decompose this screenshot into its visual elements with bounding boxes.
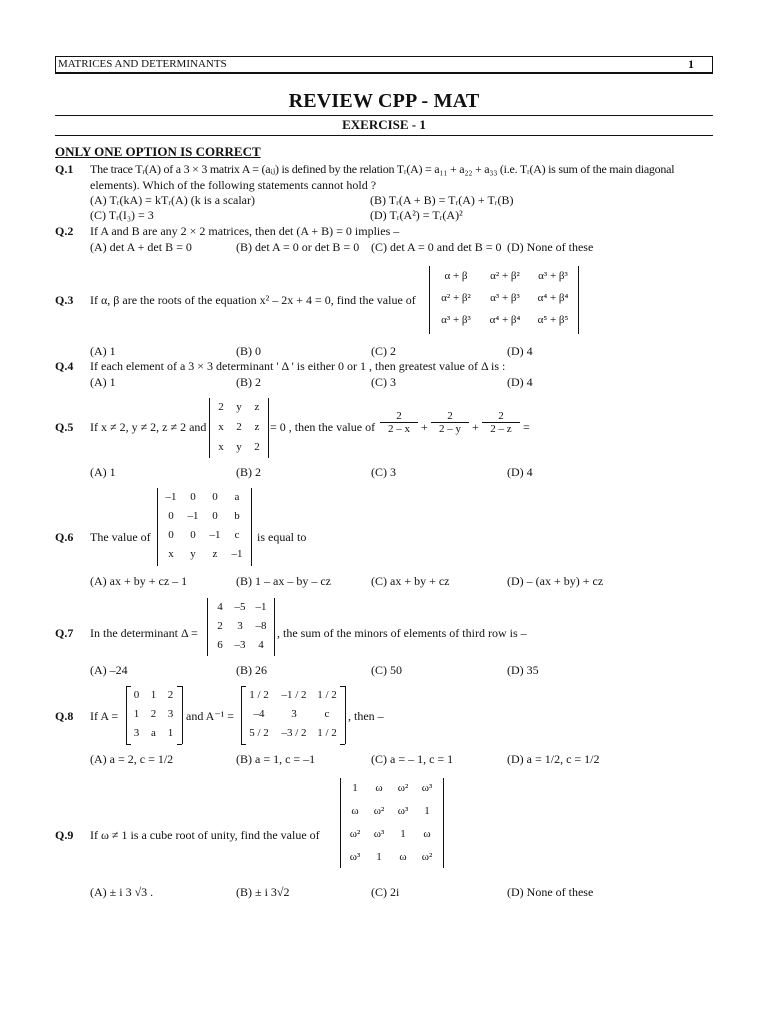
question-text: , then – [348,709,384,723]
det-cell: 0 [190,491,196,503]
det-cell: α² + β² [490,270,520,282]
det-cell: α + β [444,270,468,282]
question-number: Q.3 [55,293,74,307]
option-d: (D) None of these [507,240,594,254]
det-cell: ω³ [349,851,361,863]
matrix-cell: 1 [133,708,140,720]
option-a: (A) det A + det B = 0 [90,240,192,254]
det-cell: 1 [424,805,430,817]
page-title: REVIEW CPP - MAT [288,90,480,112]
option-b: (B) Tᵣ(A + B) = Tᵣ(A) + Tᵣ(B) [370,193,514,207]
det-cell: 0 [212,491,218,503]
det-cell: –8 [255,620,267,632]
option-c: (C) 3 [371,465,396,479]
question-text: If each element of a 3 × 3 determinant ' Δ ' is either 0 or 1 , then greatest value of Δ is : [90,359,506,373]
question-number: Q.7 [55,626,74,640]
title-rule [55,115,713,116]
matrix-cell: 1 / 2 [317,727,337,739]
option-a: (A) ax + by + cz – 1 [90,574,188,588]
det-cell: 1 [376,851,382,863]
bracket-corner [177,744,182,745]
det-cell: ω³ [373,828,385,840]
option-c: (C) a = – 1, c = 1 [371,752,454,766]
det-cell: α³ + β³ [490,292,520,304]
fraction-denominator: 2 – z [490,423,512,435]
det-cell: ω² [373,805,385,817]
fraction [482,410,520,435]
det-cell: ω² [421,851,433,863]
option-d: (D) 4 [507,375,533,389]
bracket-corner [241,686,246,687]
option-c: (C) 2i [371,885,400,899]
det-cell: c [234,529,240,541]
det-cell: –1 [255,601,267,613]
det-cell: ω [423,828,431,840]
det-cell: α⁴ + β⁴ [537,292,569,304]
det-cell: –1 [231,548,243,560]
fraction-numerator: 2 [380,410,418,423]
det-cell: b [234,510,240,522]
option-b: (B) a = 1, c = –1 [236,752,316,766]
det-cell: 1 [400,828,406,840]
option-d: (D) – (ax + by) + cz [507,574,604,588]
matrix-cell: 1 / 2 [317,689,337,701]
option-c: (C) ax + by + cz [371,574,450,588]
det-cell: ω³ [421,782,433,794]
option-b: (B) 2 [236,465,261,479]
question-text: is equal to [257,530,307,544]
det-cell: –1 [187,510,199,522]
det-cell: 2 [218,401,224,413]
option-d: (D) a = 1/2, c = 1/2 [507,752,600,766]
question-number: Q.5 [55,420,74,434]
det-cell: α³ + β³ [441,314,471,326]
question-text: If A = [90,709,119,723]
option-b: (B) 0 [236,344,261,358]
bracket-corner [177,686,182,687]
det-cell: y [236,401,242,413]
option-a: (A) a = 2, c = 1/2 [90,752,174,766]
det-cell: ω [351,805,359,817]
fraction [380,410,418,435]
question-number: Q.6 [55,530,74,544]
det-cell: a [234,491,240,503]
det-cell: α³ + β³ [538,270,568,282]
option-c: (C) 3 [371,375,396,389]
question-number: Q.9 [55,828,74,842]
det-cell: x [218,441,224,453]
matrix-cell: –1 / 2 [281,689,307,701]
det-cell: z [254,421,260,433]
matrix-cell: 3 [291,708,297,720]
option-a: (A) 1 [90,375,116,389]
page-header [55,56,713,74]
det-cell: 0 [212,510,218,522]
page-number: 1 [688,57,694,71]
fraction-numerator: 2 [431,410,469,423]
equals-sign: = [523,420,530,434]
fraction [431,410,469,435]
matrix-cell: 1 [150,689,157,701]
question-text: If ω ≠ 1 is a cube root of unity, find the value of [90,828,320,842]
matrix-cell: 1 / 2 [249,689,269,701]
option-b: (B) ± i 3√2 [236,885,290,899]
option-d: (D) 35 [507,663,539,677]
question-text: If α, β are the roots of the equation x² – 2x + 4 = 0, find the value of [90,293,416,307]
header-title: MATRICES AND DETERMINANTS [58,58,227,70]
option-a: (A) Tᵣ(kA) = kTᵣ(A) (k is a scalar) [90,193,255,207]
det-cell: 2 [236,421,242,433]
option-b: (B) 2 [236,375,261,389]
matrix-cell: 2 [167,689,174,701]
matrix-cell: c [324,708,330,720]
det-cell: z [212,548,218,560]
question-number: Q.1 [55,162,74,176]
det-cell: α² + β² [441,292,471,304]
option-c: (C) 50 [371,663,402,677]
det-cell: z [254,401,260,413]
option-a: (A) ± i 3 √3 . [90,885,154,899]
option-a: (A) 1 [90,465,116,479]
det-cell: x [168,548,174,560]
matrix-cell: 5 / 2 [249,727,269,739]
matrix-cell: 3 [133,727,140,739]
question-number: Q.8 [55,709,74,723]
fraction-denominator: 2 – y [439,423,461,435]
det-cell: 0 [168,529,174,541]
det-cell: –1 [209,529,221,541]
det-cell: 0 [168,510,174,522]
det-cell: 1 [352,782,358,794]
det-cell: ω³ [397,805,409,817]
bracket-corner [241,744,246,745]
question-text: The trace Tᵣ(A) of a 3 × 3 matrix A = (aᵢⱼ) is defined by the relation Tᵣ(A) = a₁₁ + a₂₂ + a₃₃ (i.e. Tᵣ(A) is sum of the main diagonal [90,162,675,176]
det-cell: –5 [234,601,246,613]
det-cell: ω² [397,782,409,794]
question-text: = 0 , then the value of [270,420,376,434]
option-c: (C) Tᵣ(I₃) = 3 [90,208,154,222]
det-cell: y [236,441,242,453]
bracket-corner [340,744,345,745]
matrix-cell: 1 [167,727,174,739]
question-text: The value of [90,530,151,544]
det-cell: 2 [217,620,223,632]
section-heading: ONLY ONE OPTION IS CORRECT [55,144,261,159]
det-cell: ω [375,782,383,794]
det-cell: ω [399,851,407,863]
option-a: (A) 1 [90,344,116,358]
question-text: , the sum of the minors of elements of third row is – [277,626,527,640]
matrix-cell: –4 [253,708,265,720]
question-text: and A⁻¹ = [186,709,235,723]
det-cell: 6 [217,639,223,651]
option-b: (B) 26 [236,663,267,677]
option-d: (D) 4 [507,465,533,479]
option-d: (D) Tᵣ(A²) = Tᵣ(A)² [370,208,463,222]
det-cell: –1 [165,491,177,503]
option-b: (B) 1 – ax – by – cz [236,574,331,588]
bracket-corner [126,744,131,745]
matrix-cell: 3 [167,708,174,720]
plus-sign: + [421,420,428,434]
det-cell: 0 [190,529,196,541]
option-b: (B) det A = 0 or det B = 0 [236,240,360,254]
option-d: (D) 4 [507,344,533,358]
det-cell: 2 [254,441,260,453]
bracket-corner [126,686,131,687]
question-text: In the determinant Δ = [90,626,198,640]
exercise-rule [55,135,713,136]
question-text: If A and B are any 2 × 2 matrices, then det (A + B) = 0 implies – [90,224,400,238]
det-cell: α⁵ + β⁵ [537,314,569,326]
option-d: (D) None of these [507,885,594,899]
matrix-cell: 2 [150,708,157,720]
det-cell: –3 [234,639,246,651]
question-text: If x ≠ 2, y ≠ 2, z ≠ 2 and [90,420,207,434]
det-cell: 4 [217,601,223,613]
det-cell: α⁴ + β⁴ [489,314,521,326]
option-a: (A) –24 [90,663,128,677]
matrix-cell: a [151,727,156,739]
det-cell: y [190,548,196,560]
det-cell: 3 [237,620,243,632]
question-text: elements). Which of the following statements cannot hold ? [90,178,377,192]
matrix-cell: –3 / 2 [281,727,307,739]
option-c: (C) det A = 0 and det B = 0 [371,240,502,254]
fraction-denominator: 2 – x [388,423,410,435]
det-cell: ω² [349,828,361,840]
bracket-corner [340,686,345,687]
det-cell: 4 [258,639,264,651]
question-number: Q.2 [55,224,74,238]
det-cell: x [218,421,224,433]
question-number: Q.4 [55,359,74,373]
fraction-numerator: 2 [482,410,520,423]
plus-sign: + [472,420,479,434]
option-c: (C) 2 [371,344,396,358]
exercise-heading: EXERCISE - 1 [342,117,426,132]
matrix-cell: 0 [133,689,140,701]
